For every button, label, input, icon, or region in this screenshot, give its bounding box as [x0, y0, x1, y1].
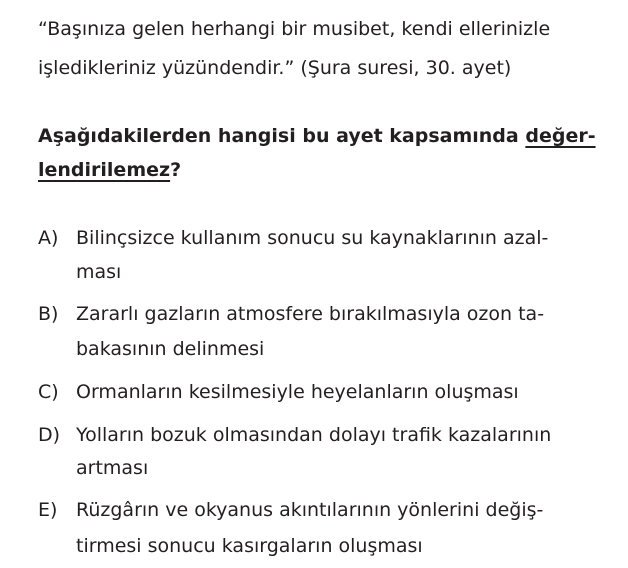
- question-mark: ?: [170, 159, 182, 181]
- option-a-text-line-2[interactable]: ması: [76, 261, 122, 283]
- question-line-1: [38, 124, 596, 148]
- question-line-2: [38, 158, 181, 182]
- quote-line-2: işledikleriniz yüzündendir.” (Şura suresi, 30. ayet): [38, 57, 512, 79]
- option-e-letter[interactable]: E): [38, 499, 58, 521]
- option-e-text-line-1[interactable]: Rüzgârın ve okyanus akıntılarının yönlerini değiş-: [76, 499, 544, 521]
- option-c-letter[interactable]: C): [38, 381, 59, 403]
- option-d-text-line-2[interactable]: artması: [76, 457, 149, 479]
- option-b-text-line-1[interactable]: Zararlı gazların atmosfere bırakılmasıyla ozon ta-: [76, 303, 545, 325]
- option-d-text-line-1[interactable]: Yolların bozuk olmasından dolayı trafik kazalarının: [76, 424, 552, 446]
- option-e-text-line-2[interactable]: tirmesi sonucu kasırgaların oluşması: [76, 535, 423, 557]
- question-emphasis-part2: lendirilemez: [38, 159, 171, 181]
- option-b-text-line-2[interactable]: bakasının delinmesi: [76, 338, 265, 360]
- question-text: Aşağıdakilerden hangisi bu ayet kapsamında: [38, 125, 526, 147]
- option-c-text-line-1[interactable]: Ormanların kesilmesiyle heyelanların oluşması: [76, 381, 519, 403]
- option-d-letter[interactable]: D): [38, 424, 61, 446]
- option-a-text-line-1[interactable]: Bilinçsizce kullanım sonucu su kaynaklarının azal-: [76, 227, 549, 249]
- quote-line-1: “Başınıza gelen herhangi bir musibet, kendi ellerinizle: [38, 18, 551, 40]
- option-b-letter[interactable]: B): [38, 303, 59, 325]
- question-emphasis-part1: değer-: [525, 125, 596, 147]
- option-a-letter[interactable]: A): [38, 227, 59, 249]
